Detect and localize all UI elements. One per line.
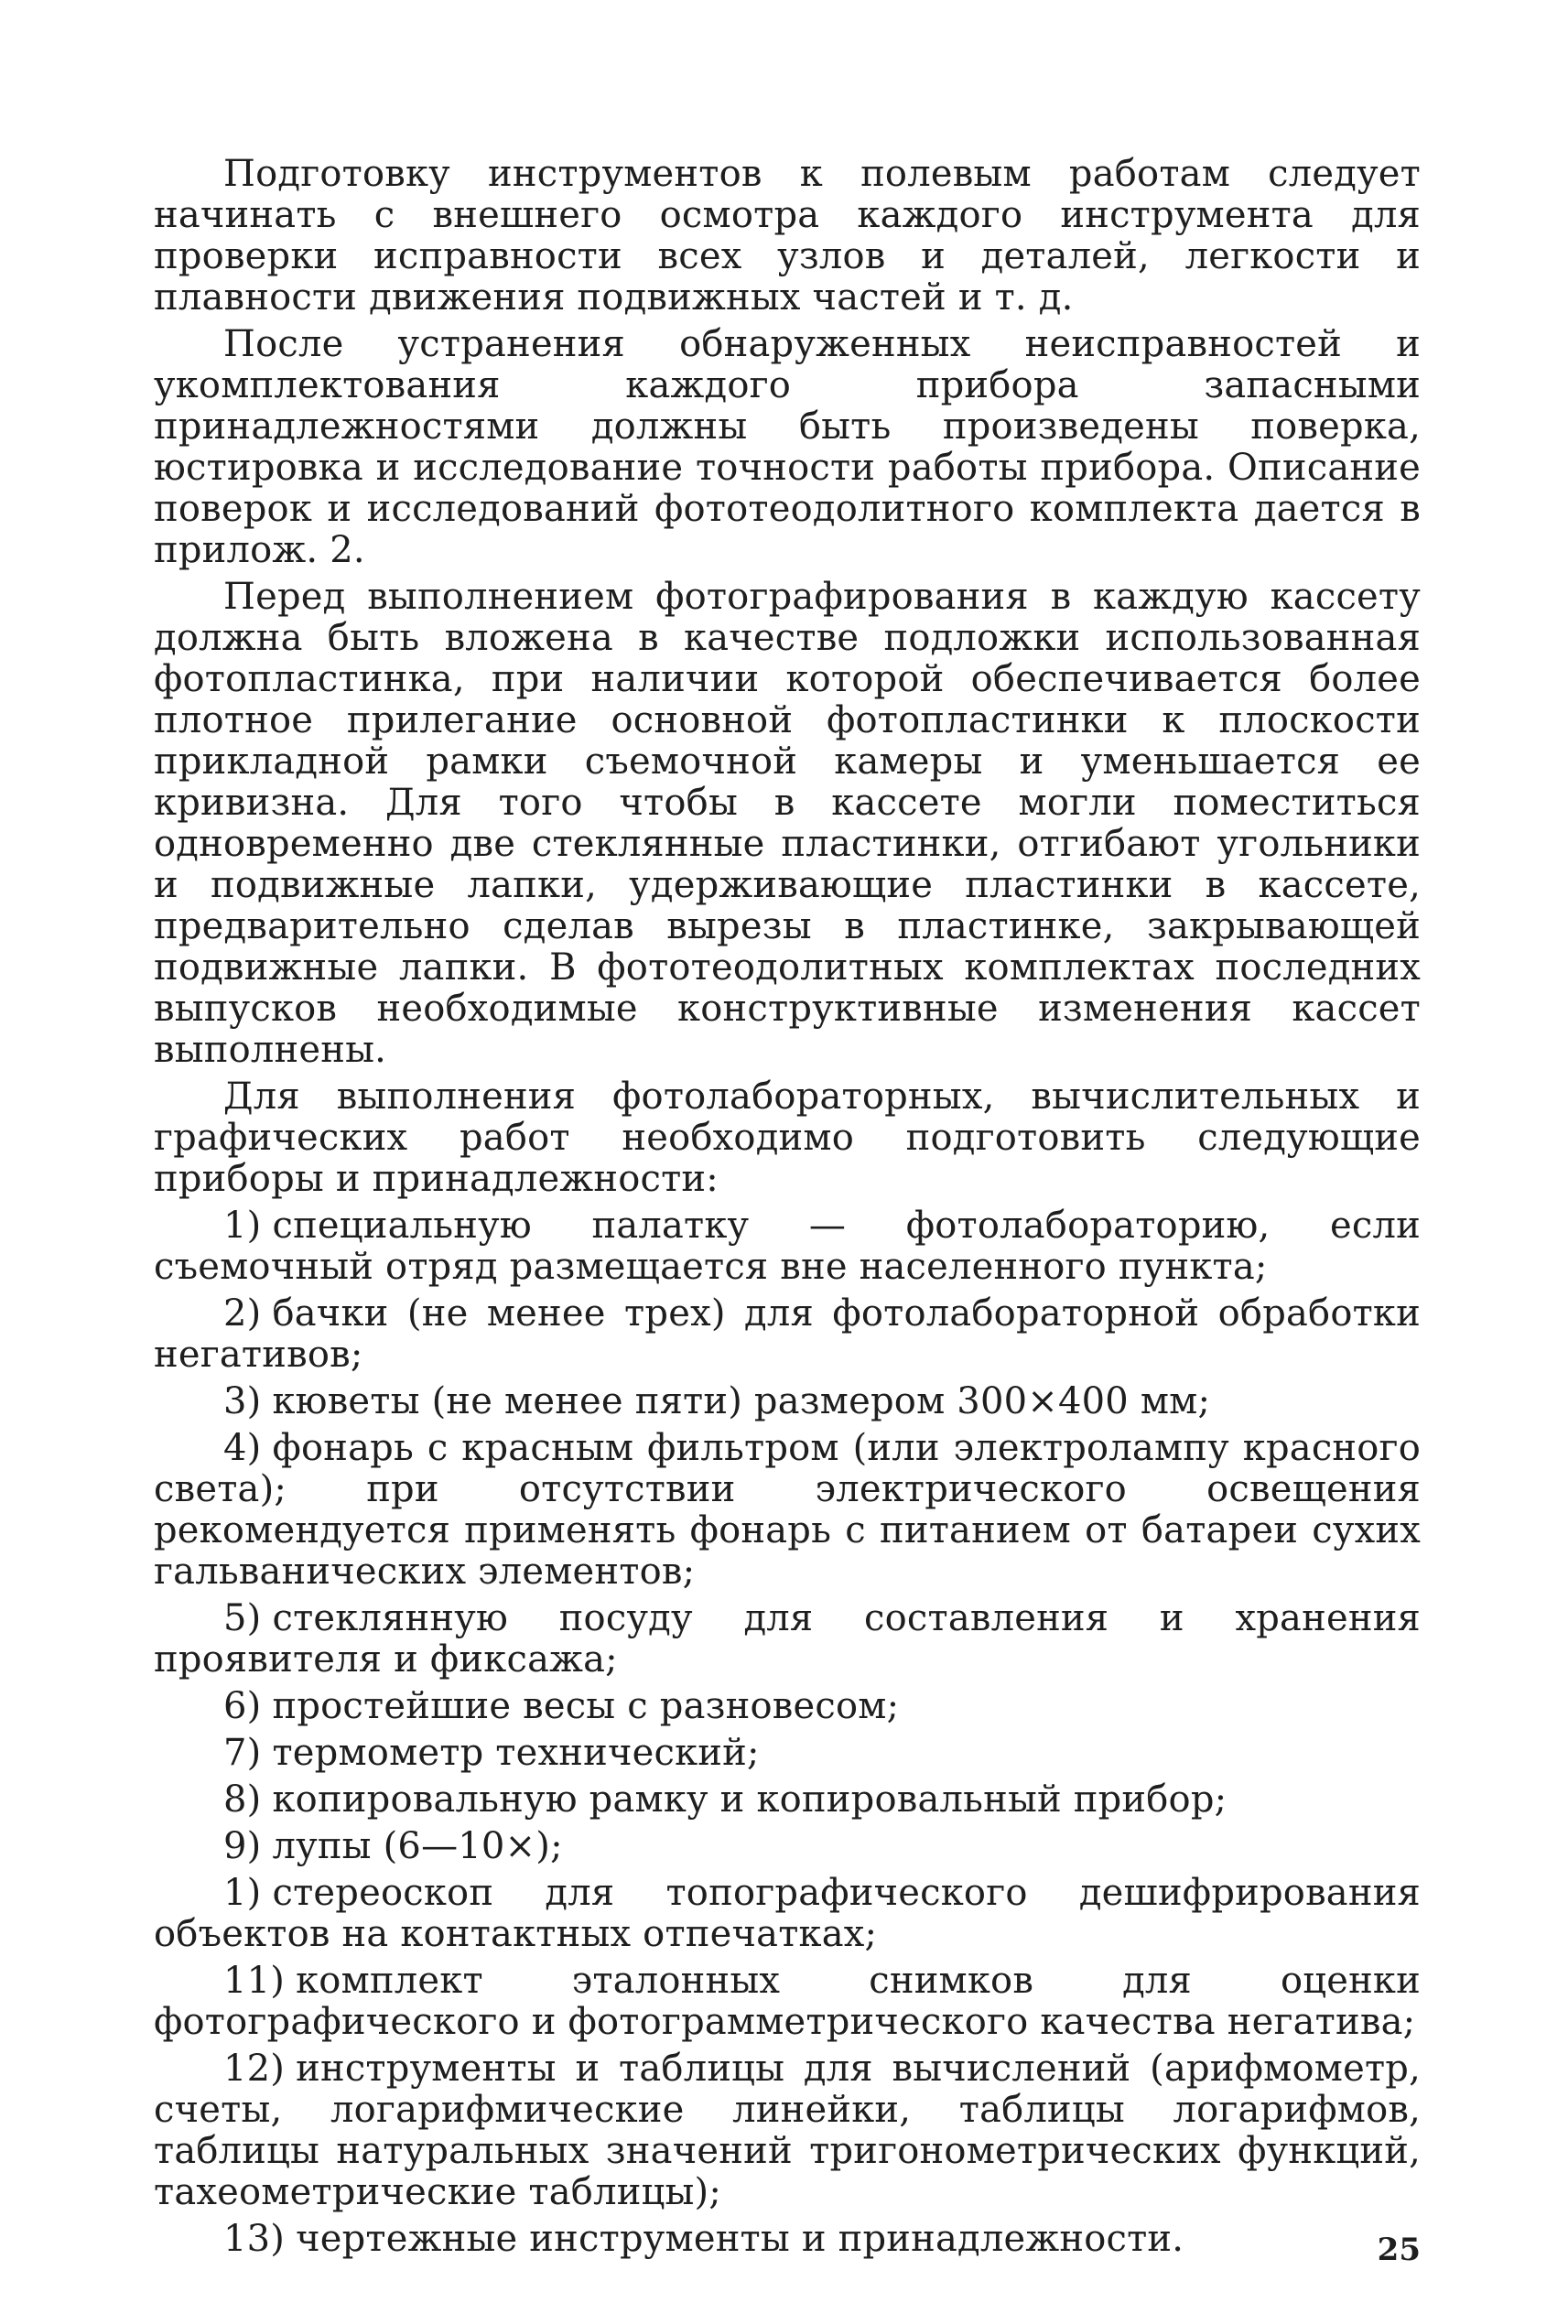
list-item bbox=[154, 1826, 1421, 1867]
body-text bbox=[154, 154, 1421, 2260]
list-item-number: 1) bbox=[223, 1872, 262, 1914]
list-item bbox=[154, 2048, 1421, 2213]
list-item bbox=[154, 1598, 1421, 1681]
list-item-number: 11) bbox=[223, 1960, 286, 2002]
equipment-list bbox=[154, 1205, 1421, 2260]
list-item-number: 7) bbox=[223, 1732, 262, 1774]
list-item bbox=[154, 1293, 1421, 1376]
list-item bbox=[154, 1733, 1421, 1774]
list-item-text: лупы (6—10×); bbox=[272, 1825, 563, 1867]
list-item bbox=[154, 1873, 1421, 1955]
page-number: 25 bbox=[1377, 2232, 1421, 2268]
list-item bbox=[154, 1205, 1421, 1288]
list-item bbox=[154, 1381, 1421, 1422]
list-item bbox=[154, 2219, 1421, 2260]
list-item-text: фонарь с красным фильтром (или электролампу красного света); при отсутствии электрического освещения рекомендуется применять фонарь с питанием от батареи сухих гальванических элементов; bbox=[154, 1427, 1421, 1593]
paragraph-4: Для выполнения фотолабораторных, вычислительных и графических работ необходимо подготовить следующие приборы и принадлежности: bbox=[154, 1076, 1421, 1200]
list-item-text: бачки (не менее трех) для фотолабораторной обработки негативов; bbox=[154, 1292, 1421, 1376]
paragraph-1: Подготовку инструментов к полевым работам следует начинать с внешнего осмотра каждого инструмента для проверки исправности всех узлов и деталей, легкости и плавности движения подвижных частей и т. д. bbox=[154, 153, 1421, 319]
list-item bbox=[154, 1686, 1421, 1727]
list-item-text: комплект эталонных снимков для оценки фотографического и фотограмметрического качества негатива; bbox=[154, 1960, 1421, 2043]
list-item-number: 8) bbox=[223, 1778, 262, 1821]
list-item bbox=[154, 1779, 1421, 1821]
list-item-number: 12) bbox=[223, 2048, 286, 2090]
list-item-number: 2) bbox=[223, 1292, 262, 1335]
paragraph-2: После устранения обнаруженных неисправностей и укомплектования каждого прибора запасными принадлежностями должны быть произведены поверка, юстировка и исследование точности работы прибора. Описание поверок и исследований фототеодолитного комплекта дается в прилож. 2. bbox=[154, 323, 1421, 571]
paragraph-3: Перед выполнением фотографирования в каждую кассету должна быть вложена в качестве подложки использованная фотопластинка, при наличии которой обеспечивается более плотное прилегание основной фотопластинки к плоскости прикладной рамки съемочной камеры и уменьшается ее кривизна. Для того чтобы в кассете могли поместиться одновременно две стеклянные пластинки, отгибают угольники и подвижные лапки, удерживающие пластинки в кассете, предварительно сделав вырезы в пластинке, закрывающей подвижные лапки. В фототеодолитных комплектах последних выпусков необходимые конструктивные изменения кассет выполнены. bbox=[154, 576, 1421, 1071]
list-item-text: чертежные инструменты и принадлежности. bbox=[296, 2218, 1184, 2260]
list-item bbox=[154, 1428, 1421, 1593]
list-item-number: 1) bbox=[223, 1205, 262, 1247]
list-item-text: термометр технический; bbox=[272, 1732, 760, 1774]
list-item-text: специальную палатку — фотолабораторию, если съемочный отряд размещается вне населенного пункта; bbox=[154, 1205, 1421, 1288]
list-item-number: 5) bbox=[223, 1597, 262, 1639]
list-item-text: стереоскоп для топографического дешифрирования объектов на контактных отпечатках; bbox=[154, 1872, 1421, 1955]
list-item-text: копировальную рамку и копировальный прибор; bbox=[272, 1778, 1227, 1821]
list-item-text: простейшие весы с разновесом; bbox=[272, 1685, 900, 1727]
list-item-text: инструменты и таблицы для вычислений (арифмометр, счеты, логарифмические линейки, таблицы логарифмов, таблицы натуральных значений тригонометрических функций, тахеометрические таблицы); bbox=[154, 2048, 1421, 2213]
list-item bbox=[154, 1961, 1421, 2043]
list-item-text: кюветы (не менее пяти) размером 300×400 мм; bbox=[272, 1380, 1211, 1422]
list-item-text: стеклянную посуду для составления и хранения проявителя и фиксажа; bbox=[154, 1597, 1421, 1681]
list-item-number: 9) bbox=[223, 1825, 262, 1867]
list-item-number: 6) bbox=[223, 1685, 262, 1727]
list-item-number: 13) bbox=[223, 2218, 286, 2260]
list-item-number: 4) bbox=[223, 1427, 262, 1469]
list-item-number: 3) bbox=[223, 1380, 262, 1422]
